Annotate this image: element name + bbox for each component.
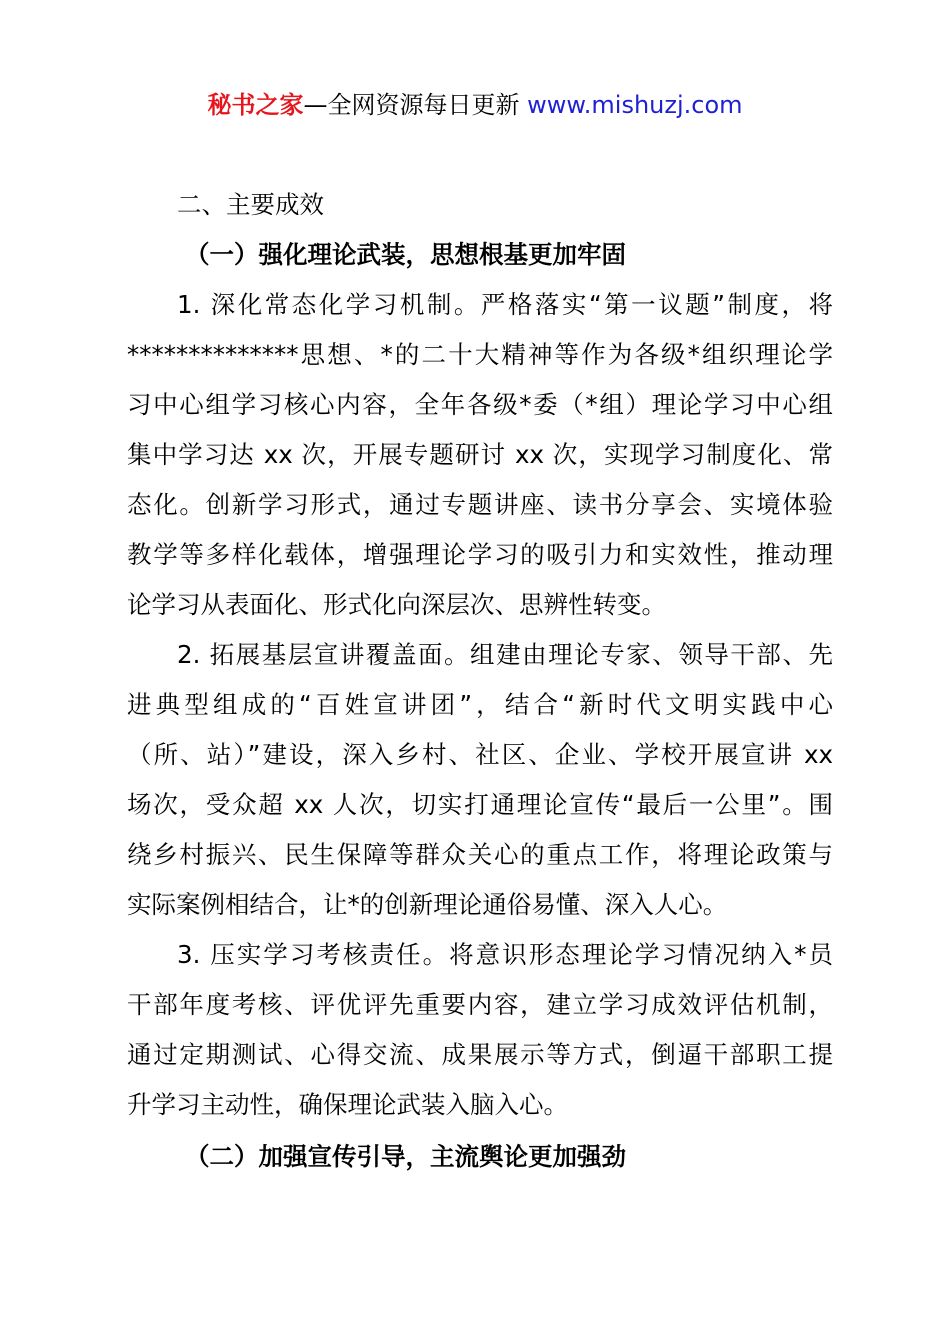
paragraph-3 [127, 930, 833, 1130]
paragraph-2 [127, 630, 833, 930]
paragraph-line: （所、站）”建设，深入乡村、社区、企业、学校开展宣讲 xx [127, 740, 833, 769]
paragraph-line: 3. 压实学习考核责任。将意识形态理论学习情况纳入*员 [177, 940, 833, 969]
paragraph-line: 态化。创新学习形式，通过专题讲座、读书分享会、实境体验 [127, 490, 833, 519]
paragraph-line: **************思想、*的二十大精神等作为各级*组织理论学 [127, 340, 833, 369]
brand-name: 秘书之家 [207, 91, 304, 119]
paragraph-line: 实际案例相结合，让*的创新理论通俗易懂、深入人心。 [127, 890, 728, 919]
paragraph-line: 习中心组学习核心内容，全年各级*委（*组）理论学习中心组 [127, 390, 833, 419]
site-url[interactable]: www.mishuzj.com [527, 91, 743, 119]
paragraph-line: 集中学习达 xx 次，开展专题研讨 xx 次，实现学习制度化、常 [127, 440, 833, 469]
paragraph-line: 1. 深化常态化学习机制。严格落实“第一议题”制度，将 [177, 290, 833, 319]
document-body [127, 180, 833, 1182]
paragraph-line: 通过定期测试、心得交流、成果展示等方式，倒逼干部职工提 [127, 1040, 833, 1069]
paragraph-line: 进典型组成的“百姓宣讲团”，结合“新时代文明实践中心 [127, 690, 833, 719]
paragraph-line: 升学习主动性，确保理论武装入脑入心。 [127, 1090, 568, 1119]
paragraph-line: 2. 拓展基层宣讲覆盖面。组建由理论专家、领导干部、先 [177, 640, 833, 669]
paragraph-1 [127, 280, 833, 630]
subsection-heading-2: （二）加强宣传引导，主流舆论更加强劲 [185, 1142, 626, 1171]
section-title: 二、主要成效 [177, 190, 324, 219]
paragraph-line: 教学等多样化载体，增强理论学习的吸引力和实效性，推动理 [127, 540, 833, 569]
paragraph-line: 论学习从表面化、形式化向深层次、思辨性转变。 [127, 590, 666, 619]
paragraph-line: 场次，受众超 xx 人次，切实打通理论宣传“最后一公里”。围 [127, 790, 833, 819]
paragraph-line: 绕乡村振兴、民生保障等群众关心的重点工作，将理论政策与 [127, 840, 833, 869]
site-slogan: —全网资源每日更新 [303, 91, 520, 119]
subsection-heading-1: （一）强化理论武装，思想根基更加牢固 [185, 240, 626, 269]
site-header [0, 88, 950, 122]
paragraph-line: 干部年度考核、评优评先重要内容，建立学习成效评估机制， [127, 990, 833, 1019]
